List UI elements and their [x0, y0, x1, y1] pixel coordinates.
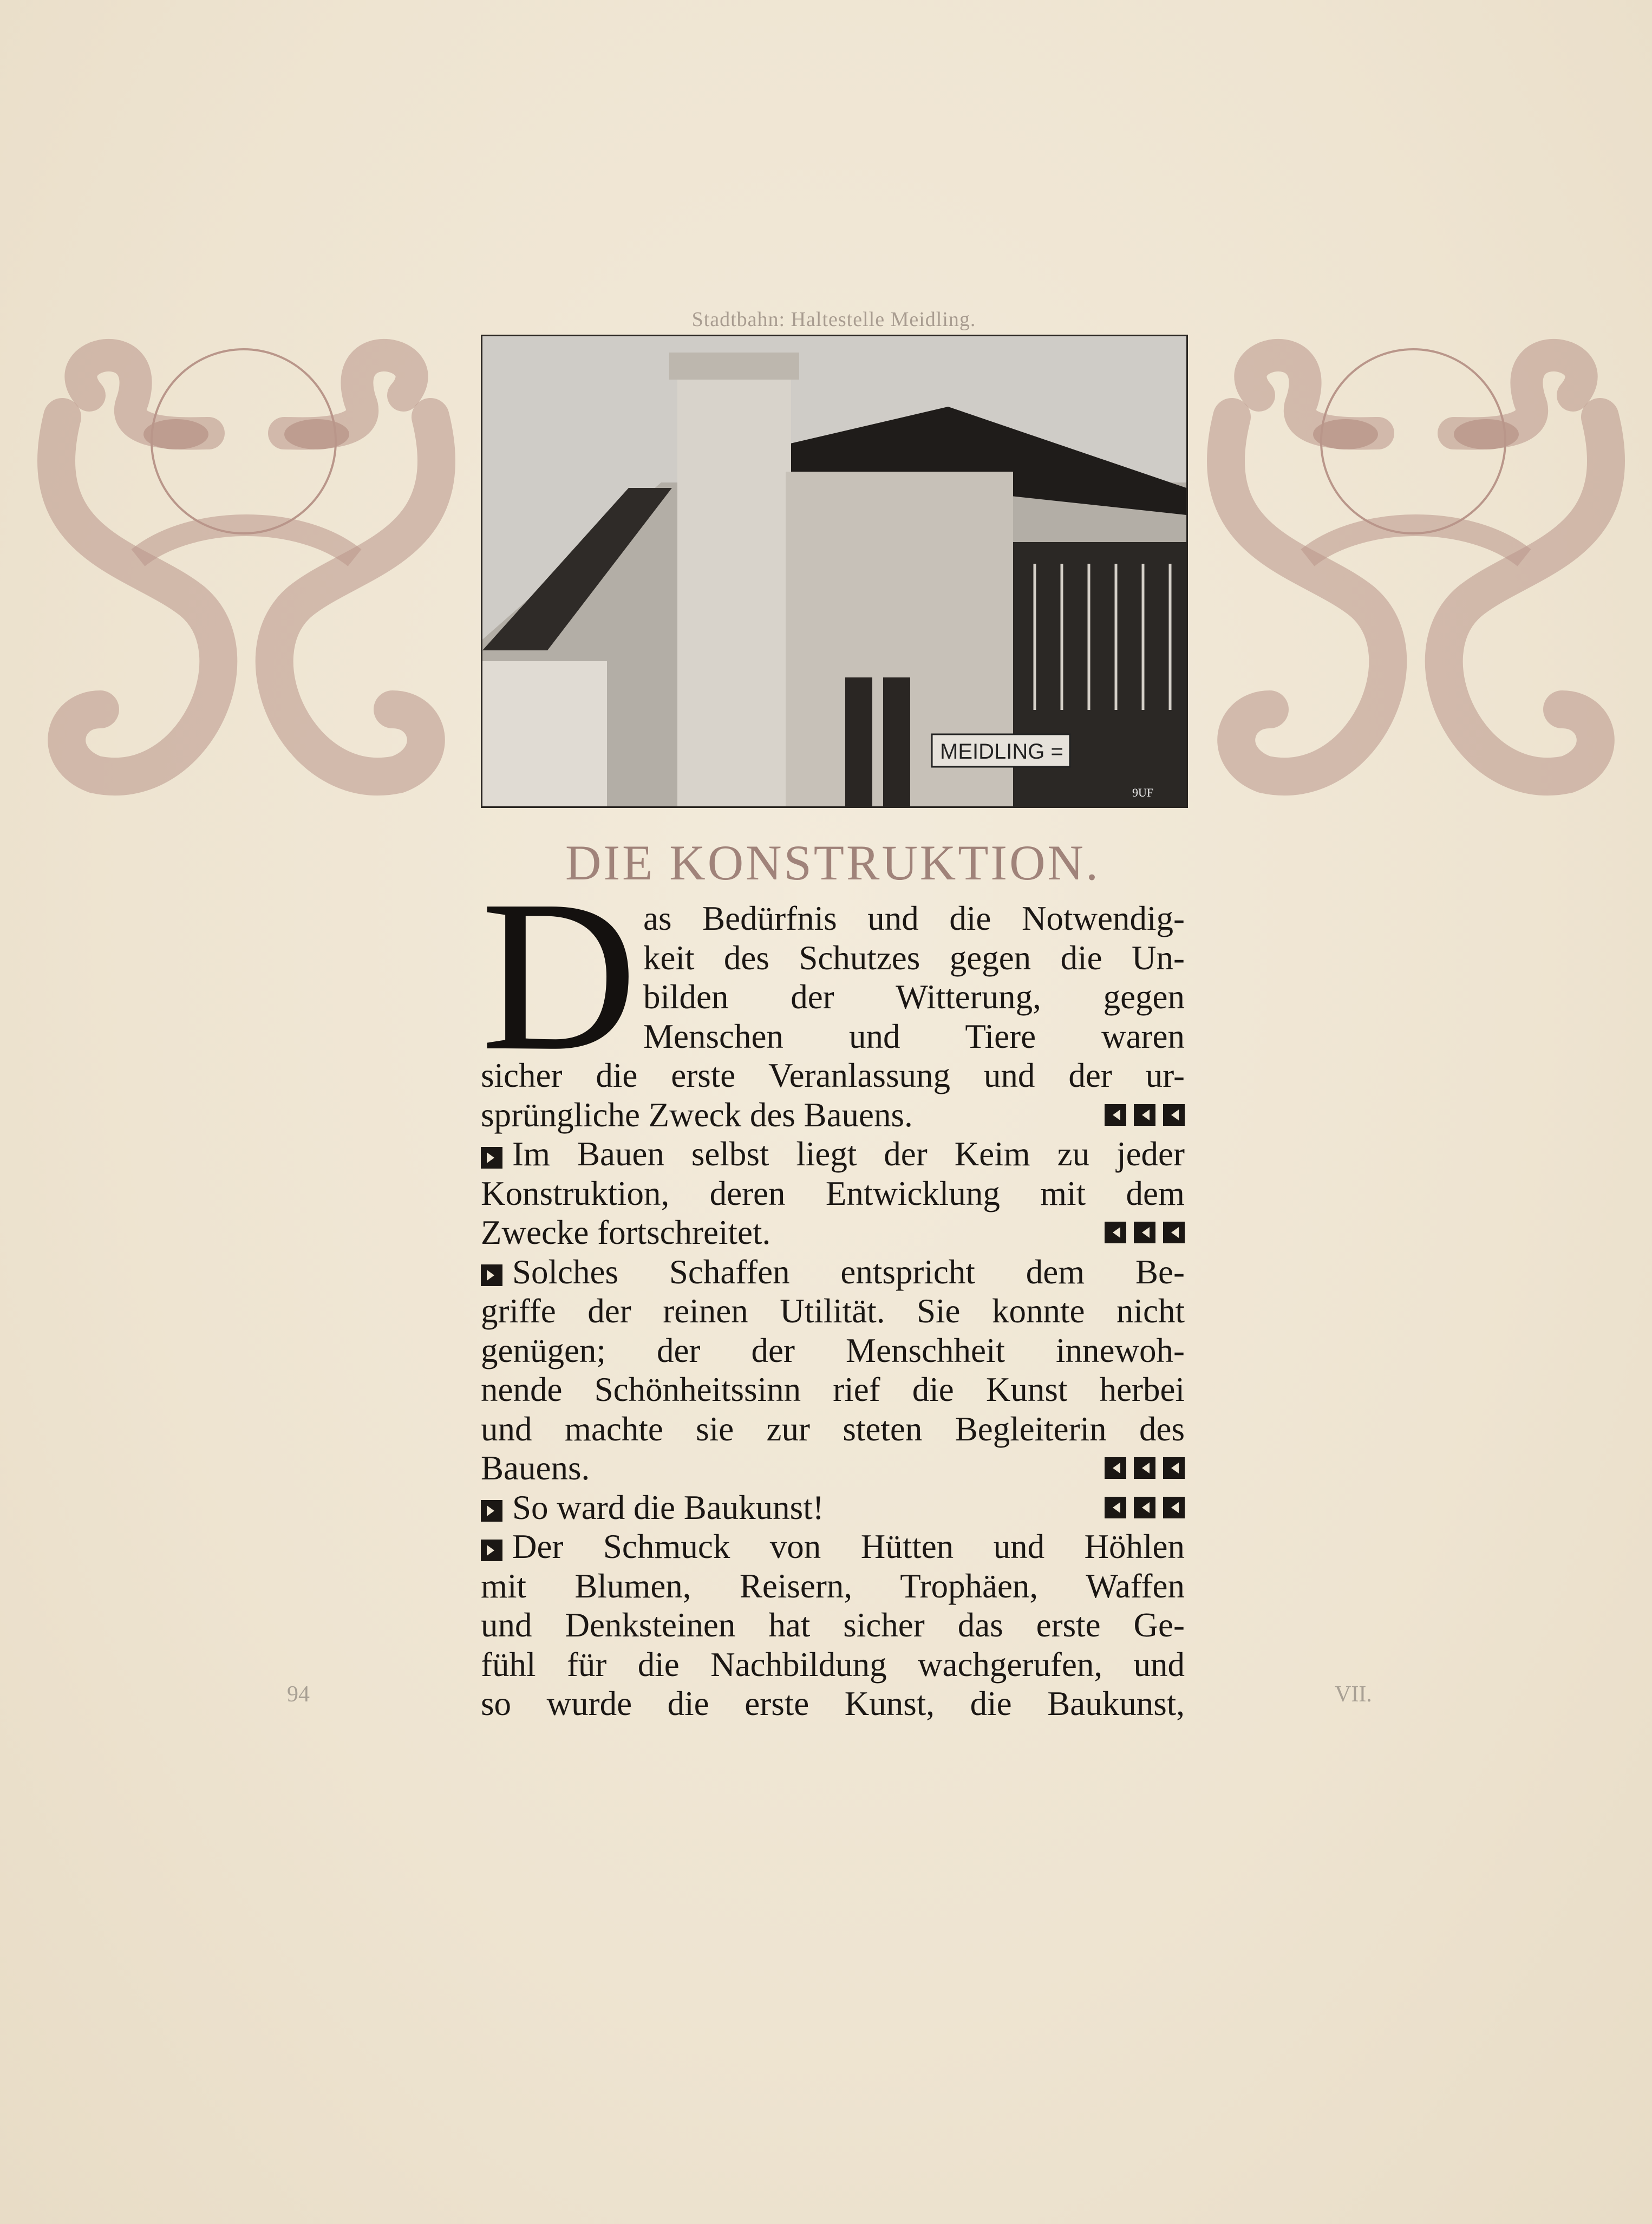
paragraph-mark-icon — [1163, 1457, 1185, 1479]
paragraph-end-marks — [1097, 1104, 1185, 1126]
paragraph-mark-icon — [1134, 1497, 1155, 1518]
text-line-end — [481, 1449, 1185, 1488]
paragraph-end-marks — [1097, 1497, 1185, 1518]
paragraph-mark-icon — [1134, 1457, 1155, 1479]
text-line: sprüngliche Zweck des Bauens. — [481, 1095, 913, 1134]
page-number-right: VII. — [1335, 1682, 1372, 1707]
text-line: und Denksteinen hat sicher das erste Ge- — [481, 1606, 1185, 1644]
text-line: so wurde die erste Kunst, die Baukunst, — [481, 1685, 1185, 1723]
paragraph-start-icon — [481, 1500, 502, 1522]
text-line: nende Schönheitssinn rief die Kunst herbei — [481, 1371, 1185, 1408]
paragraph-mark-icon — [1134, 1222, 1155, 1243]
paragraph-mark-icon — [1163, 1497, 1185, 1518]
text-line: Menschen und Tiere waren — [643, 1017, 1185, 1055]
paragraph-start-icon — [481, 1264, 502, 1286]
page-number-left: 94 — [287, 1682, 310, 1707]
paragraph-end-marks — [1097, 1222, 1185, 1243]
text-line: So ward die Baukunst! — [512, 1488, 824, 1527]
text-line-end — [481, 1213, 1185, 1253]
text-line-start — [481, 1253, 1185, 1292]
text-line: sicher die erste Veranlassung und der ur- — [481, 1056, 1185, 1094]
paragraph-start-icon — [481, 1540, 502, 1561]
text-line: Der Schmuck von Hütten und Höhlen — [512, 1528, 1185, 1566]
station-sign: MEIDLING = — [940, 740, 1063, 764]
text-line: griffe der reinen Utilität. Sie konnte nicht — [481, 1292, 1185, 1330]
paragraph-end-marks — [1097, 1457, 1185, 1479]
paragraph-mark-icon — [1105, 1457, 1126, 1479]
text-line-end — [481, 1095, 1185, 1135]
text-line: bilden der Witterung, gegen — [643, 978, 1185, 1016]
text-line: Im Bauen selbst liegt der Keim zu jeder — [512, 1135, 1185, 1173]
text-line-start — [481, 1527, 1185, 1567]
serpent-ornament-right — [1199, 330, 1633, 807]
station-photo — [481, 335, 1188, 808]
text-line: genügen; der der Menschheit innewoh- — [481, 1331, 1185, 1369]
text-line-end — [481, 1488, 1185, 1528]
station-building-illustration — [482, 336, 1186, 806]
text-line: Zwecke fortschreitet. — [481, 1214, 771, 1251]
text-line-start — [481, 1134, 1185, 1174]
paragraph-mark-icon — [1105, 1222, 1126, 1243]
paragraph-mark-icon — [1105, 1497, 1126, 1518]
text-line: fühl für die Nachbildung wachgerufen, und — [481, 1645, 1185, 1684]
text-line: keit des Schutzes gegen die Un- — [643, 938, 1185, 977]
text-line: Konstruktion, deren Entwicklung mit dem — [481, 1174, 1185, 1212]
text-line: as Bedürfnis und die Notwendig- — [643, 899, 1185, 937]
paragraph-mark-icon — [1163, 1222, 1185, 1243]
paragraph-mark-icon — [1105, 1104, 1126, 1126]
paragraph-start-icon — [481, 1147, 502, 1169]
drop-cap: D — [481, 856, 637, 1095]
body-text — [481, 899, 1185, 1724]
serpent-ornament-left — [30, 330, 463, 807]
paragraph-mark-icon — [1163, 1104, 1185, 1126]
text-line: Bauens. — [481, 1449, 590, 1487]
photo-signature: 9UF — [1132, 786, 1154, 799]
text-line: mit Blumen, Reisern, Trophäen, Waffen — [481, 1567, 1185, 1605]
paragraph-mark-icon — [1134, 1104, 1155, 1126]
chapter-title: DIE KONSTRUKTION. — [565, 835, 1100, 890]
text-line: Solches Schaffen entspricht dem Be- — [512, 1253, 1185, 1291]
photo-caption: Stadtbahn: Haltestelle Meidling. — [691, 308, 976, 331]
text-line: und machte sie zur steten Begleiterin des — [481, 1410, 1185, 1448]
